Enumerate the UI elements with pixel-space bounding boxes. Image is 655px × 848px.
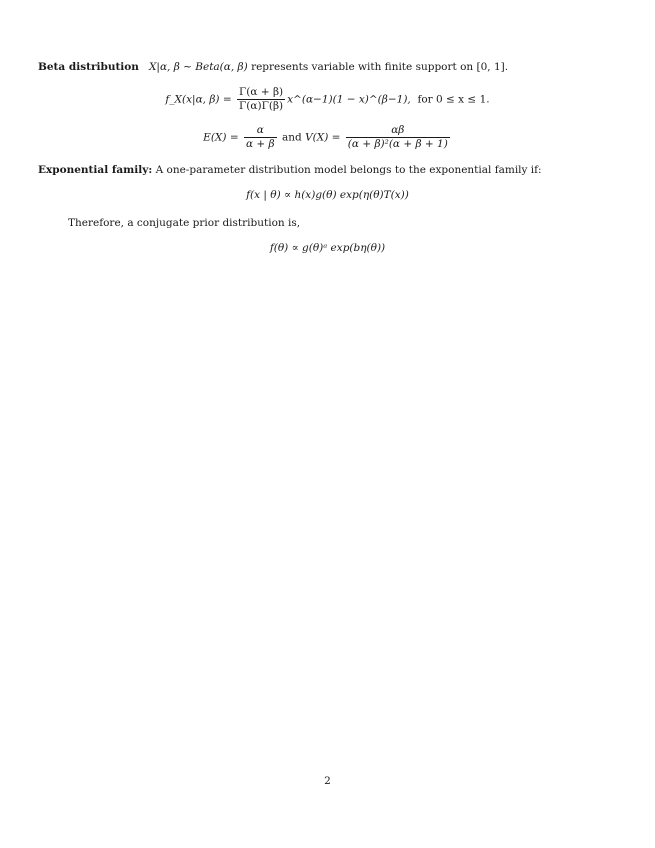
beta-statement-text: represents variable with finite support on [0, 1]. — [251, 61, 509, 73]
beta-mean-lhs: E(X) = — [203, 131, 239, 144]
beta-pdf-lhs: f_X(x|α, β) = — [165, 93, 232, 106]
beta-moments-equation — [0, 124, 655, 151]
beta-var-lhs: V(X) = — [305, 131, 341, 144]
conjugate-formula: f(θ) ∝ g(θ)ᵃ exp(bη(θ)) — [269, 242, 386, 254]
beta-pdf-fraction — [237, 86, 285, 113]
beta-paragraph — [38, 60, 615, 74]
beta-pdf-rest: x^(α−1)(1 − x)^(β−1), — [287, 93, 411, 106]
beta-pdf-numerator: Γ(α + β) — [239, 86, 284, 98]
beta-and-word: and — [281, 131, 302, 144]
beta-mean-fraction — [244, 124, 277, 151]
conjugate-text: Therefore, a conjugate prior distribution is, — [68, 217, 301, 229]
beta-pdf-condition: for 0 ≤ x ≤ 1. — [417, 93, 490, 106]
expfam-statement: A one-parameter distribution model belongs to the exponential family if: — [155, 164, 542, 176]
beta-var-numerator: αβ — [346, 124, 450, 138]
beta-pdf-denominator: Γ(α)Γ(β) — [239, 100, 284, 112]
expfam-heading: Exponential family: — [38, 164, 153, 176]
expfam-formula: f(x | θ) ∝ h(x)g(θ) exp(η(θ)T(x)) — [246, 189, 409, 201]
page-number: 2 — [324, 775, 331, 787]
beta-var-denominator: (α + β)²(α + β + 1) — [347, 138, 448, 150]
beta-var-fraction — [346, 124, 450, 151]
beta-mean-denominator: α + β — [245, 138, 275, 150]
beta-heading: Beta distribution — [38, 61, 139, 73]
beta-mean-numerator: α — [244, 124, 277, 138]
beta-statement-math: X|α, β ∼ Beta(α, β) — [148, 61, 248, 73]
expfam-paragraph — [38, 163, 615, 177]
beta-pdf-equation — [0, 86, 655, 113]
